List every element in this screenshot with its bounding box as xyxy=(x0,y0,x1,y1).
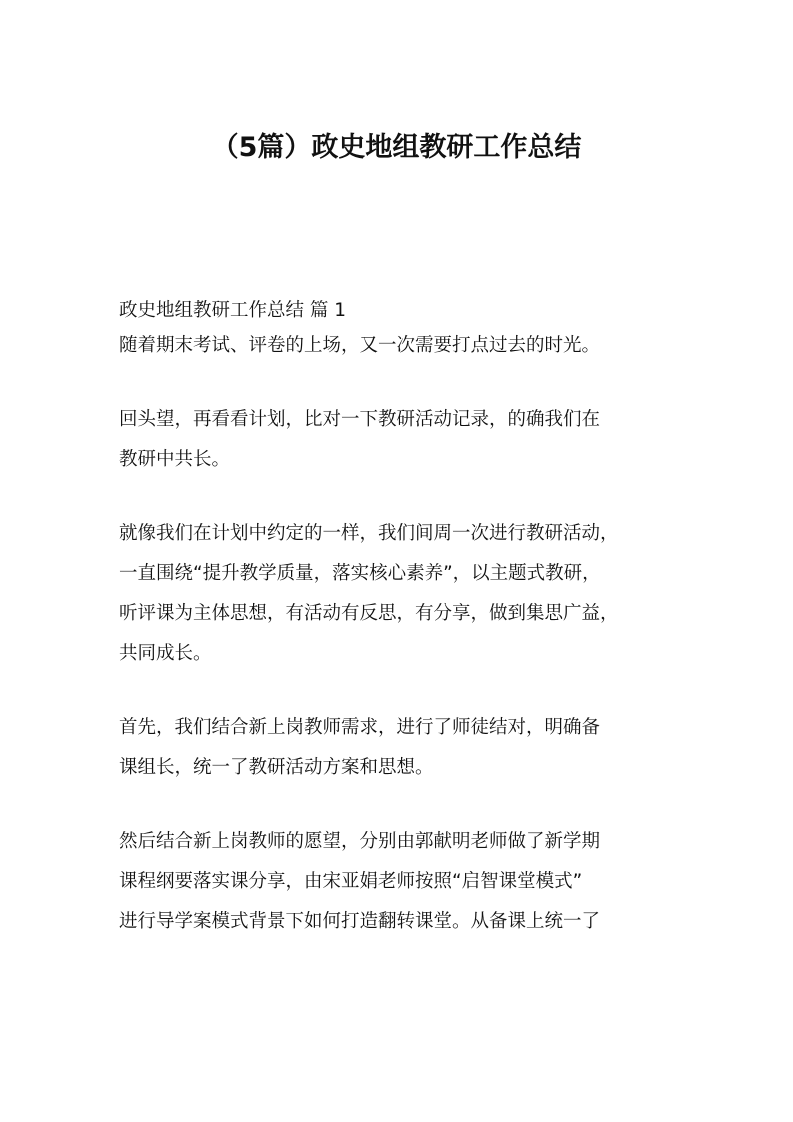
paragraph xyxy=(119,514,699,674)
paragraph-line: 课组长，统一了教研活动方案和思想。 xyxy=(119,757,434,778)
paragraph-line: 课程纲要落实课分享，由宋亚娟老师按照“启智课堂模式” xyxy=(119,871,583,892)
section-heading: 政史地组教研工作总结 篇 1 xyxy=(119,300,347,321)
document-title: （5篇）政史地组教研工作总结 xyxy=(211,132,582,163)
paragraph-line: 回头望，再看看计划，比对一下教研活动记录，的确我们在 xyxy=(119,409,601,430)
paragraph-line: 一直围绕“提升教学质量，落实核心素养”，以主题式教研， xyxy=(119,563,601,584)
paragraph-line: 首先，我们结合新上岗教师需求，进行了师徒结对，明确备 xyxy=(119,717,601,738)
paragraph-line: 共同成长。 xyxy=(119,643,212,664)
paragraph xyxy=(119,708,699,788)
paragraph xyxy=(119,326,699,366)
paragraph-line: 然后结合新上岗教师的愿望，分别由郭献明老师做了新学期 xyxy=(119,831,601,852)
paragraph-line: 随着期末考试、评卷的上场，又一次需要打点过去的时光。 xyxy=(119,335,601,356)
paragraph xyxy=(119,822,699,942)
paragraph-line: 就像我们在计划中约定的一样，我们间周一次进行教研活动， xyxy=(119,523,619,544)
paragraph xyxy=(119,400,699,480)
paragraph-line: 进行导学案模式背景下如何打造翻转课堂。从备课上统一了 xyxy=(119,911,601,932)
paragraph-line: 听评课为主体思想，有活动有反思，有分享，做到集思广益， xyxy=(119,603,619,624)
paragraph-line: 教研中共长。 xyxy=(119,449,231,470)
document-body xyxy=(119,296,699,976)
